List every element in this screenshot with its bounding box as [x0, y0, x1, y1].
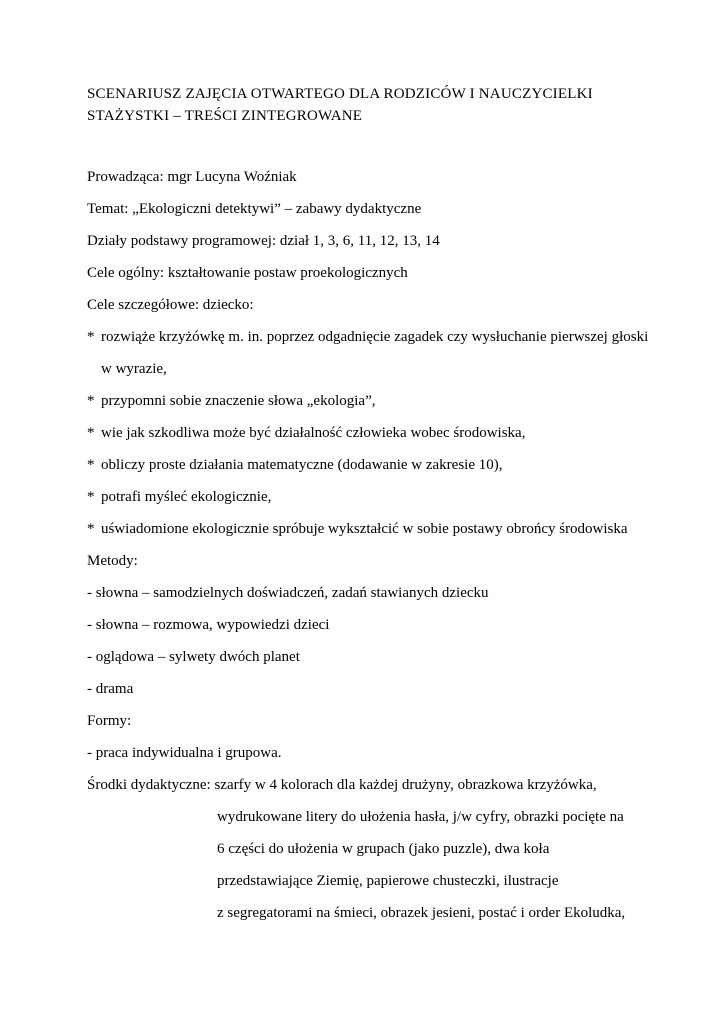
- goal-text: potrafi myśleć ekologicznie,: [101, 489, 272, 505]
- bullet-marker: *: [87, 393, 95, 409]
- goal-text: obliczy proste działania matematyczne (dodawanie w zakresie 10),: [101, 457, 503, 473]
- title-line-1: SCENARIUSZ ZAJĘCIA OTWARTEGO DLA RODZICÓW I NAUCZYCIELKI: [87, 86, 593, 102]
- resources-line: z segregatorami na śmieci, obrazek jesieni, postać i order Ekoludka,: [217, 905, 626, 921]
- title-line-2: STAŻYSTKI – TREŚCI ZINTEGROWANE: [87, 108, 363, 124]
- topic: Temat: „Ekologiczni detektywi” – zabawy dydaktyczne: [87, 201, 422, 217]
- method-item: - słowna – rozmowa, wypowiedzi dzieci: [87, 617, 330, 633]
- goal-text: rozwiąże krzyżówkę m. in. poprzez odgadnięcie zagadek czy wysłuchanie pierwszej głoski: [101, 329, 649, 345]
- bullet-marker: *: [87, 329, 95, 345]
- resources-line: 6 części do ułożenia w grupach (jako puzzle), dwa koła: [217, 841, 550, 857]
- goal-text: wie jak szkodliwa może być działalność człowieka wobec środowiska,: [101, 425, 526, 441]
- method-item: - drama: [87, 681, 134, 697]
- bullet-marker: *: [87, 457, 95, 473]
- specific-goals-heading: Cele szczegółowe: dziecko:: [87, 297, 254, 313]
- goal-item: [87, 520, 628, 538]
- bullet-marker: *: [87, 521, 95, 537]
- goal-text: przypomni sobie znaczenie słowa „ekologia”,: [101, 393, 376, 409]
- goal-item: [87, 424, 525, 442]
- bullet-marker: *: [87, 489, 95, 505]
- general-goals: Cele ogólny: kształtowanie postaw proekologicznych: [87, 265, 408, 281]
- method-item: - oglądowa – sylwety dwóch planet: [87, 649, 300, 665]
- curriculum-sections: Działy podstawy programowej: dział 1, 3, 6, 11, 12, 13, 14: [87, 233, 440, 249]
- form-item: - praca indywidualna i grupowa.: [87, 745, 282, 761]
- resources-line: wydrukowane litery do ułożenia hasła, j/w cyfry, obrazki pocięte na: [217, 809, 624, 825]
- resources-line: przedstawiające Ziemię, papierowe chusteczki, ilustracje: [217, 873, 559, 889]
- forms-heading: Formy:: [87, 713, 132, 729]
- goal-text: uświadomione ekologicznie spróbuje wykształcić w sobie postawy obrońcy środowiska: [101, 521, 628, 537]
- goal-item: [87, 488, 271, 506]
- goal-item: [87, 456, 502, 474]
- goal-item: [87, 392, 375, 410]
- goal-item: [87, 328, 648, 346]
- methods-heading: Metody:: [87, 553, 138, 569]
- resources-line: Środki dydaktyczne: szarfy w 4 kolorach dla każdej drużyny, obrazkowa krzyżówka,: [87, 777, 597, 793]
- bullet-marker: *: [87, 425, 95, 441]
- goal-item-continuation: w wyrazie,: [101, 361, 167, 377]
- instructor: Prowadząca: mgr Lucyna Woźniak: [87, 169, 297, 185]
- method-item: - słowna – samodzielnych doświadczeń, zadań stawianych dziecku: [87, 585, 489, 601]
